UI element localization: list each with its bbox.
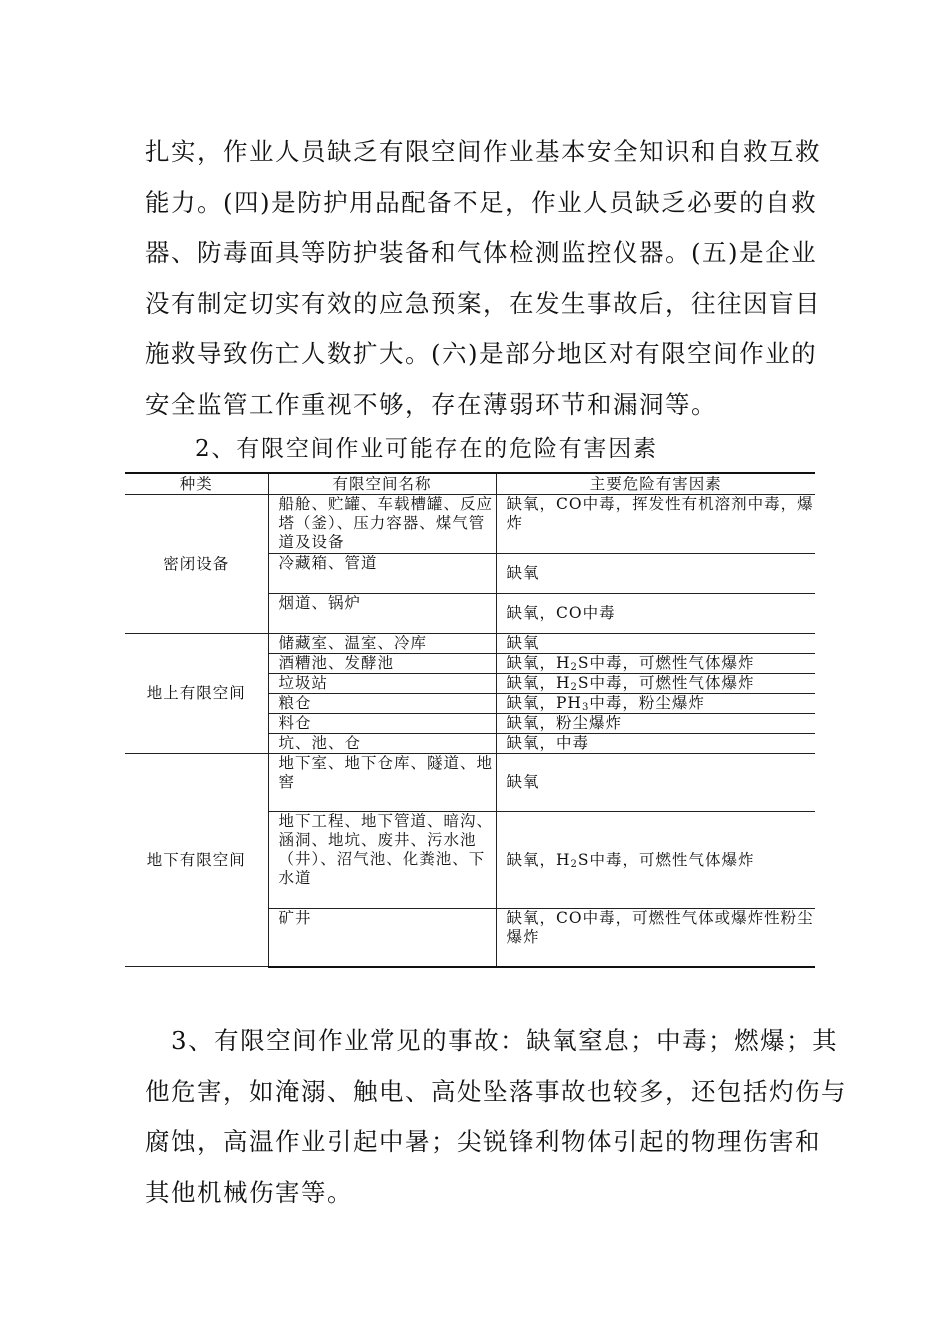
space-name-cell: 烟道、锅炉	[268, 594, 496, 634]
hazard-cell: 缺氧，中毒	[496, 734, 815, 754]
subscript: 2	[570, 858, 578, 870]
hazard-cell	[496, 694, 815, 714]
text-line: 器、防毒面具等防护装备和气体检测监控仪器。(五)是企业	[145, 238, 818, 267]
section-heading-hazards: 2、有限空间作业可能存在的危险有害因素	[195, 436, 658, 462]
hazard-cell: 缺氧，粉尘爆炸	[496, 714, 815, 734]
hazard-text: 缺氧，PH	[506, 694, 582, 712]
hazard-text: S中毒，可燃性气体爆炸	[577, 654, 755, 672]
text-line: 施救导致伤亡人数扩大。(六)是部分地区对有限空间作业的	[145, 339, 818, 368]
space-name-cell: 地下工程、地下管道、暗沟、涵洞、地坑、废井、污水池（井）、沼气池、化粪池、下水道	[268, 812, 496, 909]
subscript: 2	[570, 682, 578, 693]
table-row	[125, 754, 815, 812]
hazard-cell: 缺氧，CO中毒	[496, 594, 815, 634]
text-line: 腐蚀，高温作业引起中暑；尖锐锋利物体引起的物理伤害和	[145, 1127, 821, 1156]
space-name-cell: 坑、池、仓	[268, 734, 496, 754]
paragraph-common-accidents	[145, 1016, 847, 1218]
category-cell: 地上有限空间	[125, 634, 268, 754]
text-line: 扎实，作业人员缺乏有限空间作业基本安全知识和自救互救	[145, 137, 821, 166]
text-line: 他危害，如淹溺、触电、高处坠落事故也较多，还包括灼伤与	[145, 1076, 847, 1106]
space-name-cell: 船舱、贮罐、车载槽罐、反应塔（釜）、压力容器、煤气管道及设备	[268, 495, 496, 554]
space-name-cell: 矿井	[268, 909, 496, 967]
hazard-cell: 缺氧	[496, 634, 815, 654]
hazard-cell	[496, 654, 815, 674]
header-space-name: 有限空间名称	[268, 473, 496, 495]
hazard-cell: 缺氧	[496, 554, 815, 594]
category-cell: 密闭设备	[125, 495, 268, 634]
category-cell: 地下有限空间	[125, 754, 268, 967]
header-category: 种类	[125, 473, 268, 495]
hazard-text: S中毒，可燃性气体爆炸	[577, 674, 755, 692]
space-name-cell: 储藏室、温室、冷库	[268, 634, 496, 654]
text-line: 其他机械伤害等。	[145, 1177, 353, 1207]
table-row	[125, 495, 815, 554]
hazard-text: 缺氧，H	[506, 674, 571, 692]
text-line: 没有制定切实有效的应急预案，在发生事故后，往往因盲目	[145, 288, 821, 318]
subscript: 2	[570, 662, 578, 673]
hazard-table	[125, 472, 815, 968]
subscript: 3	[581, 702, 590, 713]
space-name-cell: 垃圾站	[268, 674, 496, 694]
hazard-cell	[496, 674, 815, 694]
text-line: 3、有限空间作业常见的事故：缺氧窒息；中毒；燃爆；其	[145, 1026, 839, 1055]
hazard-cell: 缺氧，CO中毒，挥发性有机溶剂中毒，爆炸	[496, 495, 815, 554]
paragraph-causes	[145, 127, 821, 430]
hazard-cell	[496, 812, 815, 909]
hazard-cell: 缺氧	[496, 754, 815, 812]
space-name-cell: 冷藏箱、管道	[268, 554, 496, 594]
text-line: 能力。(四)是防护用品配备不足，作业人员缺乏必要的自救	[145, 187, 818, 217]
space-name-cell: 粮仓	[268, 694, 496, 714]
space-name-cell: 酒糟池、发酵池	[268, 654, 496, 674]
hazard-text: 缺氧，H	[506, 850, 571, 869]
hazard-text: S中毒，可燃性气体爆炸	[577, 850, 755, 869]
hazard-text: 中毒，粉尘爆炸	[589, 694, 705, 712]
text-line: 安全监管工作重视不够，存在薄弱环节和漏洞等。	[145, 389, 717, 419]
table-header-row	[125, 473, 815, 495]
table-row	[125, 634, 815, 654]
hazard-cell: 缺氧，CO中毒，可燃性气体或爆炸性粉尘爆炸	[496, 909, 815, 967]
space-name-cell: 料仓	[268, 714, 496, 734]
space-name-cell: 地下室、地下仓库、隧道、地窖	[268, 754, 496, 812]
hazard-text: 缺氧，H	[506, 654, 571, 672]
header-hazard: 主要危险有害因素	[496, 473, 815, 495]
